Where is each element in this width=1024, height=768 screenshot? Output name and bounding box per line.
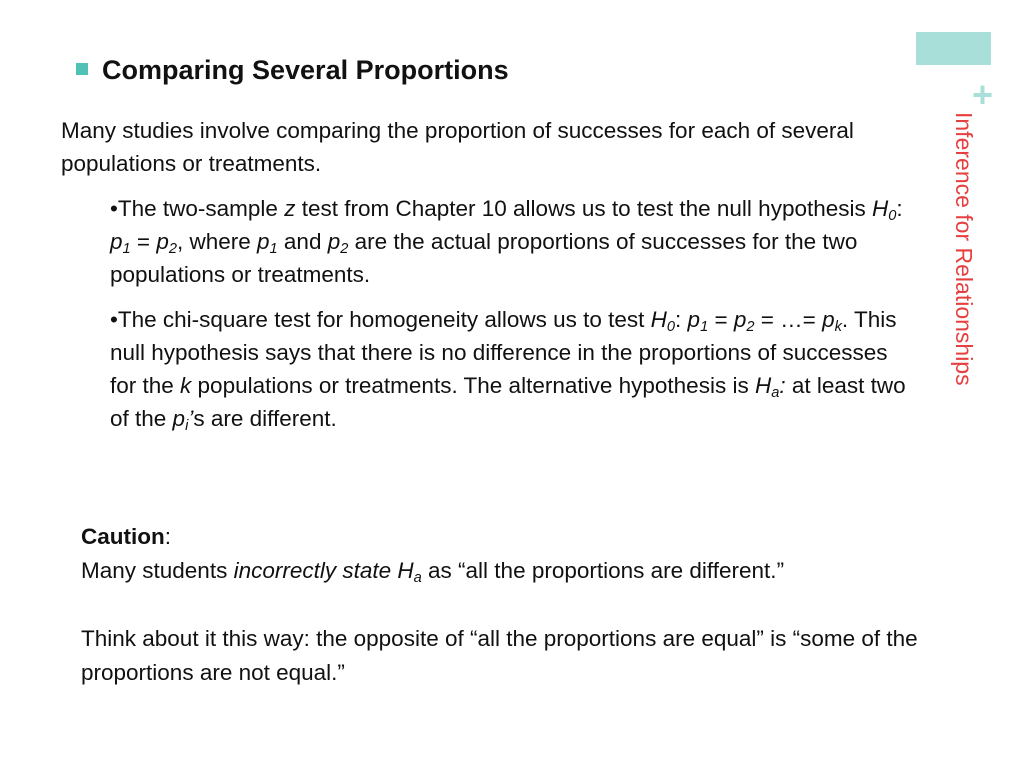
plus-decoration-icon: + — [972, 74, 994, 115]
bullet-two-sample-z-test: •The two-sample z test from Chapter 10 allows us to test the null hypothesis $H_0$: $p_1 = p_2$, where $p_1$ and $p_2$ are the actual proportions of successes for the two populations or treatments. — [110, 196, 903, 287]
heading-text: Comparing Several Proportions — [102, 55, 509, 85]
accent-rectangle — [916, 32, 991, 65]
square-bullet-icon — [76, 63, 88, 75]
slide-heading — [76, 55, 509, 86]
caution-line-1: Many students incorrectly state $H_a$ as “all the proportions are different.” — [81, 558, 785, 586]
caution-title: Caution: — [81, 524, 172, 549]
caution-box — [81, 520, 1001, 690]
chapter-title: Inference for Relationships — [951, 112, 977, 386]
intro-paragraph: Many studies involve comparing the proportion of successes for each of several populations or treatments. — [61, 118, 854, 176]
bullet-chi-square-homogeneity: •The chi-square test for homogeneity allows us to test $H_0$: $p_1 = p_2$ = …= $p_k$. This null hypothesis says that there is no difference in the proportions of successes for the k populations or treatments. The alternative hypothesis is $H_a$: at least two of the $p_i’s$ are different. — [110, 307, 906, 434]
caution-paragraph-2: Think about it this way: the opposite of “all the proportions are equal” is “some of the proportions are not equal.” — [81, 626, 918, 685]
